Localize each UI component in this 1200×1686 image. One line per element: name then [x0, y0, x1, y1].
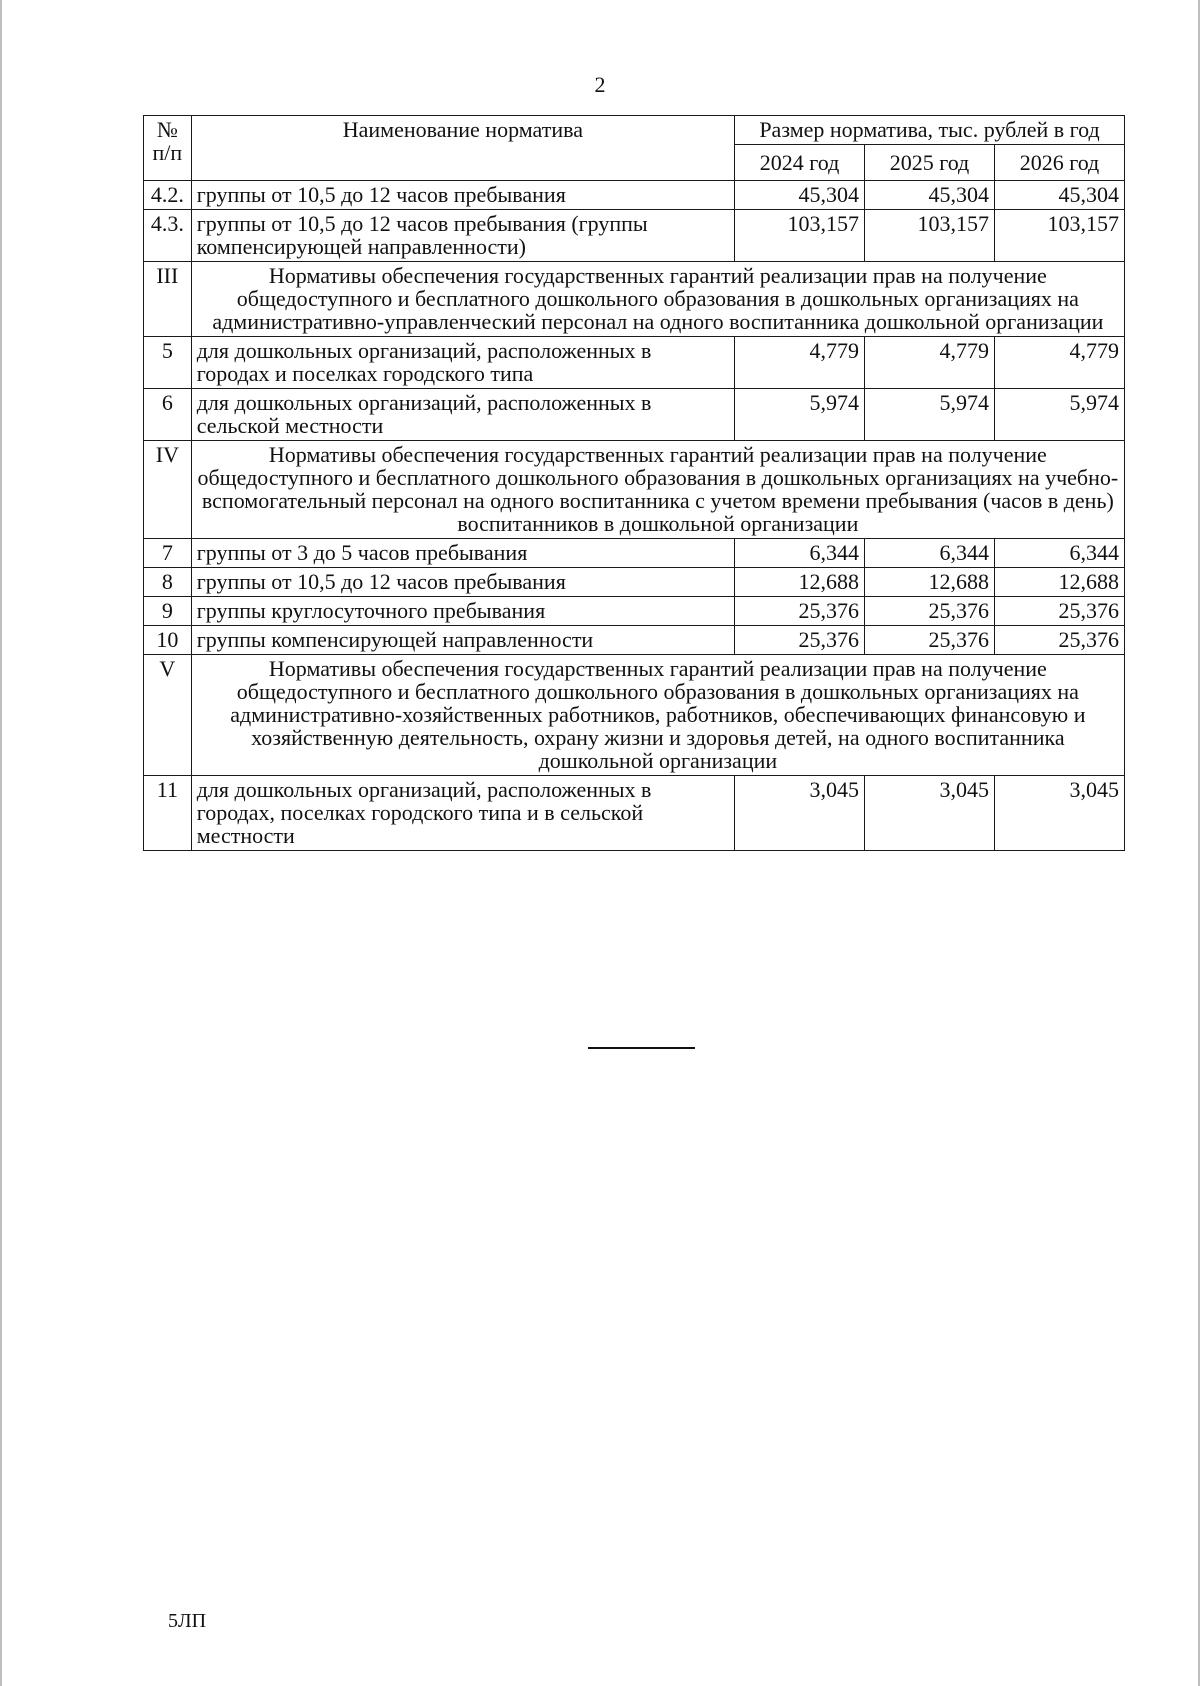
row-number: 11: [144, 776, 192, 851]
norm-value: 45,304: [735, 181, 865, 210]
norm-value: 103,157: [735, 210, 865, 262]
norm-name: группы компенсирующей направленности: [191, 626, 734, 655]
norm-name: группы от 10,5 до 12 часов пребывания: [191, 181, 734, 210]
row-number: 7: [144, 539, 192, 568]
table-row: [144, 776, 1125, 851]
table-row: [144, 389, 1125, 441]
norm-value: 12,688: [735, 568, 865, 597]
norms-table: [143, 115, 1125, 851]
norm-value: 25,376: [865, 626, 995, 655]
table-row: [144, 210, 1125, 262]
table-row: [144, 181, 1125, 210]
table-body: [144, 181, 1125, 851]
section-row: [144, 262, 1125, 337]
norm-value: 3,045: [865, 776, 995, 851]
norm-value: 6,344: [865, 539, 995, 568]
table-row: [144, 337, 1125, 389]
norm-value: 3,045: [994, 776, 1124, 851]
row-number: 10: [144, 626, 192, 655]
row-number: 6: [144, 389, 192, 441]
section-title: Нормативы обеспечения государственных гарантий реализации прав на получение общедоступного и бесплатного дошкольного образования в дошкольных организациях на административно-хозяйственных работников, работников, обеспечивающих финансовую и хозяйственную деятельность, охрану жизни и здоровья детей, на одного воспитанника дошкольной организации: [191, 655, 1124, 776]
norm-value: 103,157: [865, 210, 995, 262]
norm-value: 12,688: [994, 568, 1124, 597]
norm-name: группы от 10,5 до 12 часов пребывания: [191, 568, 734, 597]
section-title: Нормативы обеспечения государственных гарантий реализации прав на получение общедоступного и бесплатного дошкольного образования в дошкольных организациях на административно-управленческий персонал на одного воспитанника дошкольной организации: [191, 262, 1124, 337]
row-number: 4.2.: [144, 181, 192, 210]
norm-value: 6,344: [735, 539, 865, 568]
table-row: [144, 568, 1125, 597]
end-rule: [588, 1047, 695, 1049]
row-number: 9: [144, 597, 192, 626]
norm-value: 5,974: [865, 389, 995, 441]
norm-value: 5,974: [735, 389, 865, 441]
norm-value: 25,376: [735, 597, 865, 626]
norm-name: группы от 3 до 5 часов пребывания: [191, 539, 734, 568]
row-number: III: [144, 262, 192, 337]
section-row: [144, 441, 1125, 539]
norm-value: 25,376: [865, 597, 995, 626]
norm-value: 6,344: [994, 539, 1124, 568]
table-row: [144, 539, 1125, 568]
norm-value: 4,779: [994, 337, 1124, 389]
row-number: V: [144, 655, 192, 776]
norm-value: 5,974: [994, 389, 1124, 441]
section-row: [144, 655, 1125, 776]
header-year-2025: 2025 год: [865, 145, 995, 181]
row-number: IV: [144, 441, 192, 539]
norm-name: для дошкольных организаций, расположенных в городах и поселках городского типа: [191, 337, 734, 389]
norm-name: группы от 10,5 до 12 часов пребывания (группы компенсирующей направленности): [191, 210, 734, 262]
table-header-row: [144, 116, 1125, 145]
section-title: Нормативы обеспечения государственных гарантий реализации прав на получение общедоступного и бесплатного дошкольного образования в дошкольных организациях на учебно-вспомогательный персонал на одного воспитанника с учетом времени пребывания (часов в день) воспитанников в дошкольной организации: [191, 441, 1124, 539]
norm-value: 25,376: [735, 626, 865, 655]
scan-edge-left: [0, 0, 2, 1686]
norm-value: 103,157: [994, 210, 1124, 262]
row-number: 5: [144, 337, 192, 389]
header-year-2026: 2026 год: [994, 145, 1124, 181]
page-number: 2: [594, 72, 606, 97]
row-number: 8: [144, 568, 192, 597]
norm-value: 4,779: [735, 337, 865, 389]
norm-value: 4,779: [865, 337, 995, 389]
norm-value: 45,304: [994, 181, 1124, 210]
table-row: [144, 626, 1125, 655]
norm-value: 25,376: [994, 626, 1124, 655]
header-year-2024: 2024 год: [735, 145, 865, 181]
row-number: 4.3.: [144, 210, 192, 262]
norm-value: 45,304: [865, 181, 995, 210]
header-size: Размер норматива, тыс. рублей в год: [735, 116, 1125, 145]
norm-name: для дошкольных организаций, расположенных в городах, поселках городского типа и в сельской местности: [191, 776, 734, 851]
norm-value: 12,688: [865, 568, 995, 597]
footer-code: 5ЛП: [168, 1610, 207, 1632]
norm-value: 25,376: [994, 597, 1124, 626]
norm-value: 3,045: [735, 776, 865, 851]
header-num: № п/п: [144, 116, 192, 181]
table-row: [144, 597, 1125, 626]
norm-name: группы круглосуточного пребывания: [191, 597, 734, 626]
header-name: Наименование норматива: [191, 116, 734, 181]
norm-name: для дошкольных организаций, расположенных в сельской местности: [191, 389, 734, 441]
